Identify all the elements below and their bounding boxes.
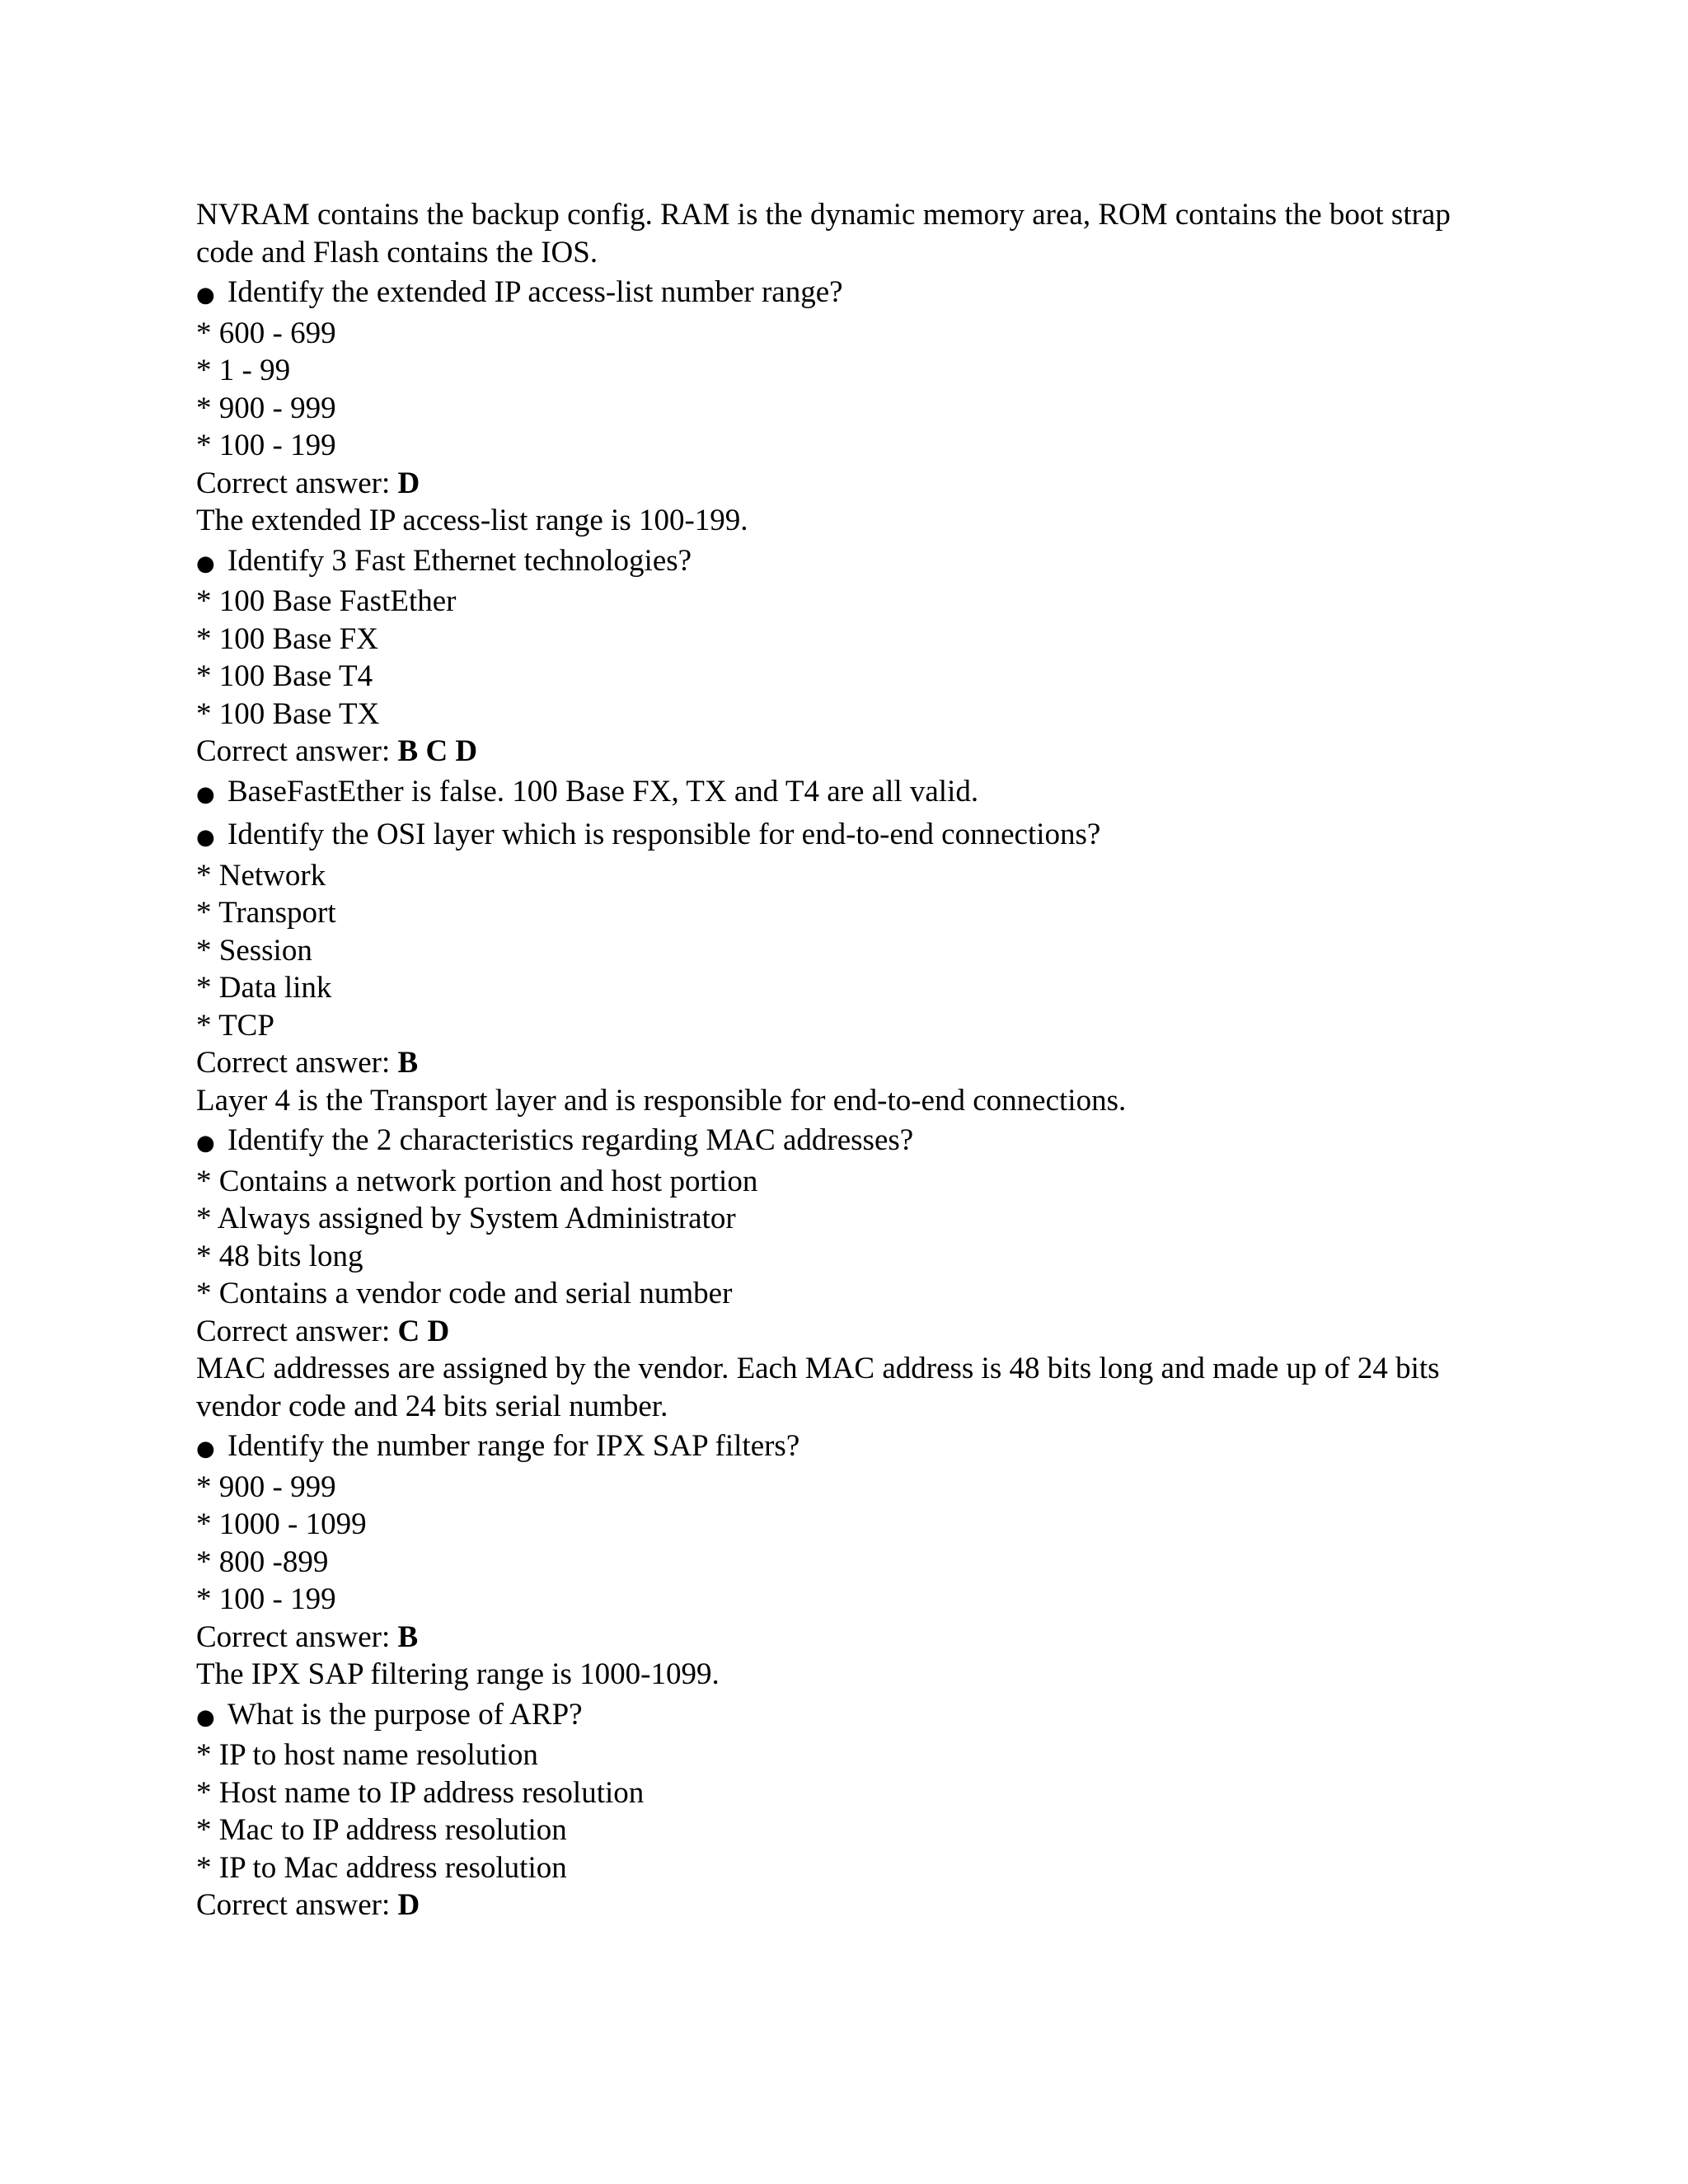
answer-letters: D — [397, 466, 420, 500]
correct-answer — [196, 465, 1507, 503]
option: * Contains a vendor code and serial number — [196, 1277, 733, 1310]
question-3 — [196, 813, 1507, 857]
bullet-icon: ● — [196, 283, 215, 307]
option: * IP to Mac address resolution — [196, 1850, 567, 1885]
option: * Session — [196, 933, 312, 968]
question-5 — [196, 1425, 1507, 1469]
option: * Always assigned by System Administrator — [196, 1202, 736, 1235]
bullet-icon: ● — [196, 825, 215, 850]
answer-label: Correct answer: — [196, 1619, 391, 1654]
option: * 100 Base TX — [196, 696, 380, 731]
option: * Transport — [196, 896, 336, 930]
question-text: What is the purpose of ARP? — [227, 1697, 583, 1732]
explanation: The extended IP access-list range is 100-199. — [196, 504, 748, 537]
correct-answer — [196, 1044, 1507, 1082]
bullet-icon: ● — [196, 1704, 215, 1730]
answer-label: Correct answer: — [196, 1314, 391, 1348]
question-text: Identify the number range for IPX SAP filters? — [227, 1429, 800, 1463]
answer-label: Correct answer: — [196, 734, 391, 768]
answer-letters: C D — [397, 1314, 450, 1348]
answer-label: Correct answer: — [196, 466, 391, 500]
option: * 100 - 199 — [196, 429, 336, 462]
explanation: MAC addresses are assigned by the vendor. Each MAC address is 48 bits long and made up of 24 bits vendor code and 24 bits serial number. — [196, 1352, 1440, 1423]
question-text: Identify the extended IP access-list number range? — [227, 275, 843, 309]
option: * 1 - 99 — [196, 354, 291, 387]
question-text: Identify the 2 characteristics regarding MAC addresses? — [227, 1123, 914, 1157]
option: * Contains a network portion and host portion — [196, 1164, 758, 1198]
option: * TCP — [196, 1008, 274, 1043]
option: * Data link — [196, 971, 332, 1005]
option: * 100 Base T4 — [196, 659, 373, 693]
option: * IP to host name resolution — [196, 1738, 538, 1772]
bullet-icon: ● — [196, 781, 215, 807]
explanation: The IPX SAP filtering range is 1000-1099. — [196, 1657, 720, 1691]
question-text: Identify 3 Fast Ethernet technologies? — [227, 543, 692, 578]
answer-letters: B C D — [397, 734, 478, 768]
answer-letters: B — [397, 1619, 419, 1654]
question-2 — [196, 540, 1507, 583]
option: * 900 - 999 — [196, 1469, 336, 1504]
option: * 100 - 199 — [196, 1582, 336, 1616]
option: * 100 Base FX — [196, 621, 378, 656]
correct-answer — [196, 1886, 1507, 1924]
option: * Mac to IP address resolution — [196, 1813, 567, 1847]
explanation — [196, 771, 1507, 814]
correct-answer — [196, 733, 1507, 771]
option: * Network — [196, 858, 326, 893]
answer-label: Correct answer: — [196, 1888, 391, 1922]
option: * 1000 - 1099 — [196, 1507, 367, 1541]
intro-paragraph: NVRAM contains the backup config. RAM is the dynamic memory area, ROM contains the boot strap code and Flash contains the IOS. — [196, 198, 1451, 269]
explanation-text: BaseFastEther is false. 100 Base FX, TX and T4 are all valid. — [227, 774, 979, 808]
option: * 48 bits long — [196, 1239, 363, 1273]
question-4 — [196, 1119, 1507, 1163]
option: * 900 - 999 — [196, 391, 336, 425]
bullet-icon: ● — [196, 1436, 215, 1461]
question-1 — [196, 271, 1507, 315]
correct-answer — [196, 1619, 1507, 1657]
bullet-icon: ● — [196, 551, 215, 576]
correct-answer — [196, 1313, 1507, 1351]
question-6 — [196, 1694, 1507, 1737]
option: * 800 -899 — [196, 1544, 329, 1579]
option: * 100 Base FastEther — [196, 584, 457, 618]
option: * Host name to IP address resolution — [196, 1775, 645, 1810]
answer-letters: D — [397, 1888, 420, 1922]
option: * 600 - 699 — [196, 316, 336, 350]
answer-letters: B — [397, 1046, 419, 1080]
bullet-icon: ● — [196, 1131, 215, 1155]
document-page — [196, 196, 1507, 1924]
explanation: Layer 4 is the Transport layer and is responsible for end-to-end connections. — [196, 1083, 1127, 1118]
answer-label: Correct answer: — [196, 1046, 391, 1080]
question-text: Identify the OSI layer which is responsible for end-to-end connections? — [227, 818, 1101, 851]
